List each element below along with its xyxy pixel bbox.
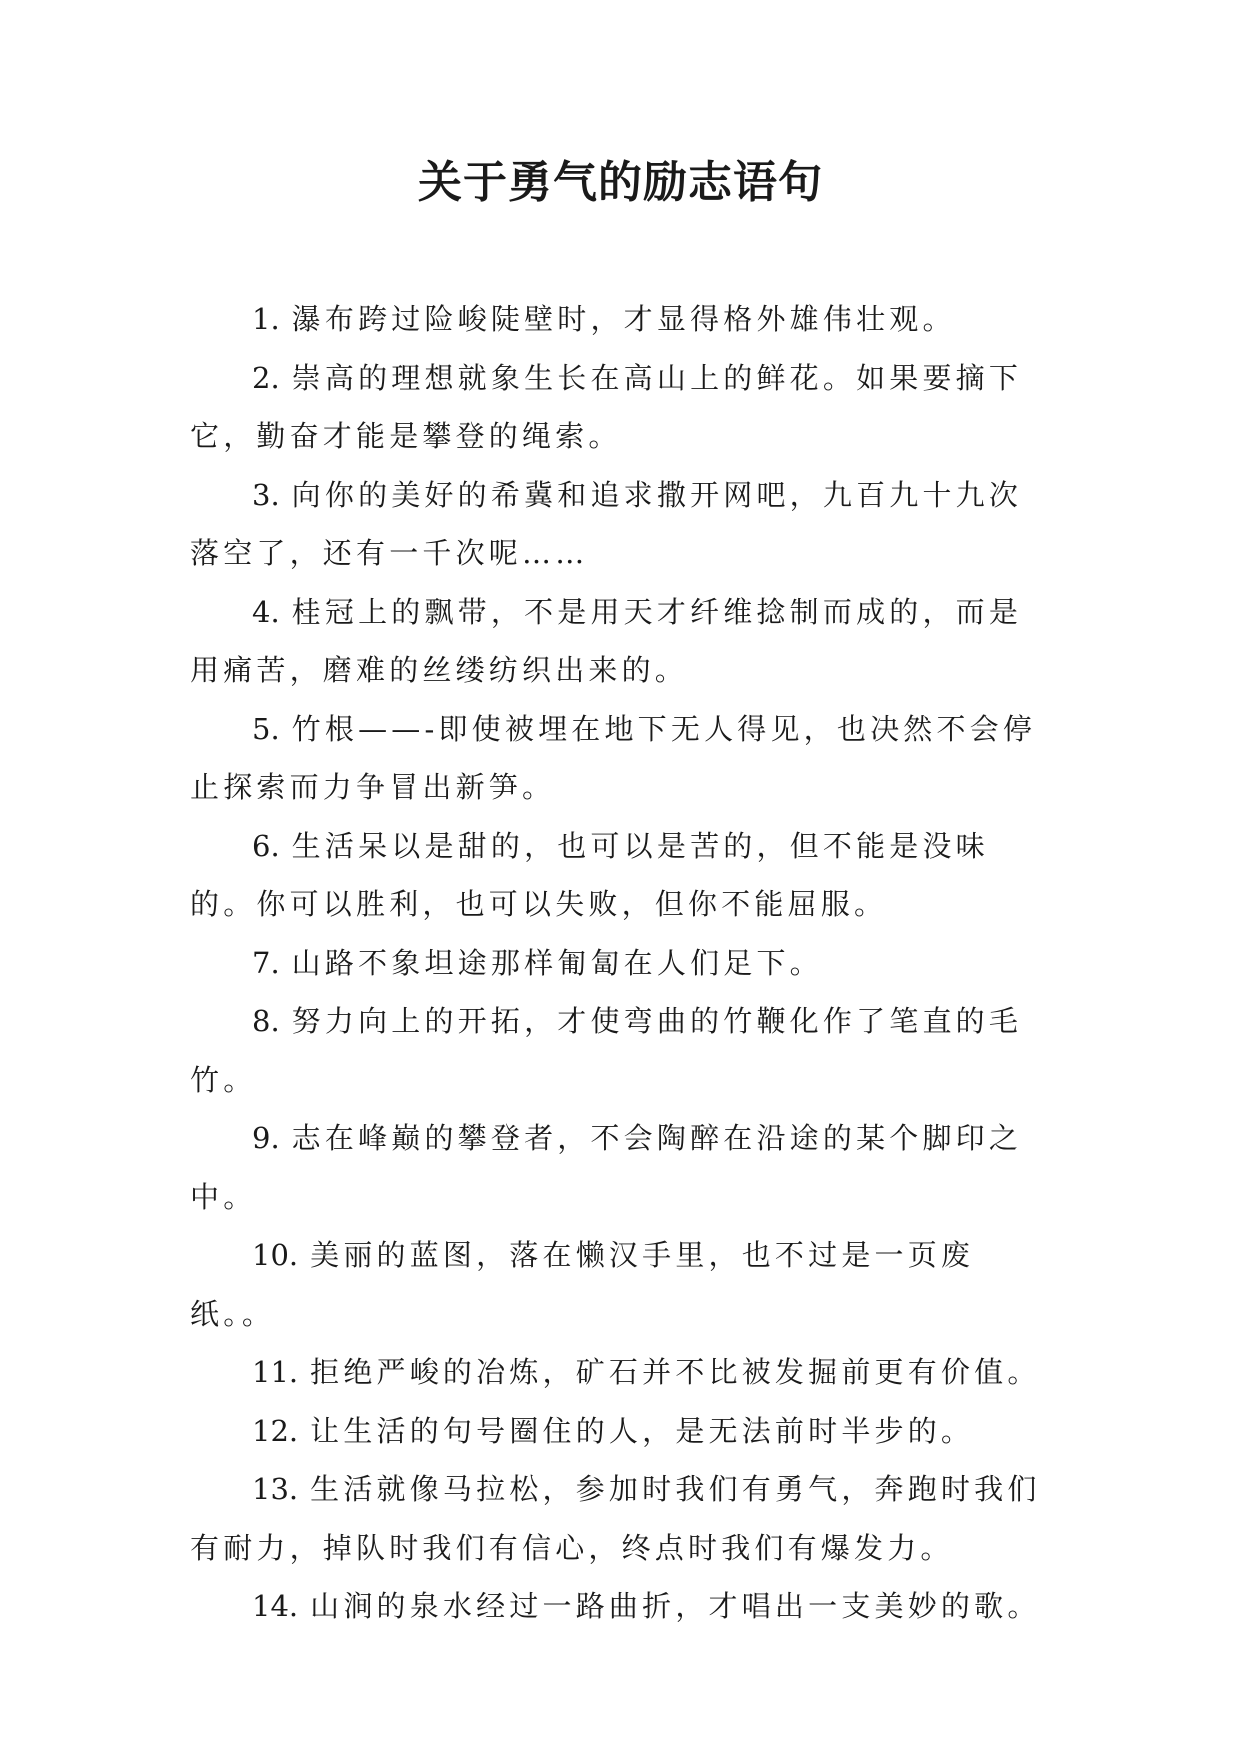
item-number: 10. bbox=[252, 1238, 299, 1272]
item-text: 桂冠上的飘带，不是用天才纤维捻制而成的，而是用痛苦，磨难的丝缕纺织出来的。 bbox=[190, 594, 1023, 687]
list-item bbox=[190, 349, 1050, 466]
list-item bbox=[190, 1577, 1050, 1636]
item-text: 生活呆以是甜的，也可以是苦的，但不能是没味的。你可以胜利，也可以失败，但你不能屈服。 bbox=[190, 828, 989, 921]
item-number: 1. bbox=[252, 302, 280, 336]
item-number: 5. bbox=[252, 711, 280, 746]
item-number: 13. bbox=[252, 1472, 299, 1506]
item-number: 7. bbox=[252, 945, 280, 980]
item-number: 14. bbox=[252, 1589, 299, 1623]
item-text: 志在峰巅的攀登者，不会陶醉在沿途的某个脚印之中。 bbox=[190, 1121, 1023, 1214]
list-item bbox=[190, 817, 1050, 934]
item-number: 9. bbox=[252, 1121, 280, 1155]
item-number: 8. bbox=[252, 1004, 280, 1038]
list-item bbox=[190, 583, 1050, 700]
item-number: 4. bbox=[252, 594, 280, 629]
document-title: 关于勇气的励志语句 bbox=[418, 157, 823, 208]
item-text: 美丽的蓝图，落在懒汉手里，也不过是一页废纸。。 bbox=[190, 1238, 975, 1331]
item-text: 让生活的句号圈住的人，是无法前时半步的。 bbox=[310, 1413, 975, 1448]
item-text: 生活就像马拉松，参加时我们有勇气，奔跑时我们有耐力，掉队时我们有信心，终点时我们有爆发力。 bbox=[190, 1472, 1041, 1565]
quote-list bbox=[190, 290, 1050, 1636]
item-text: 竹根——-即使被埋在地下无人得见，也决然不会停止探索而力争冒出新笋。 bbox=[190, 711, 1037, 804]
item-number: 3. bbox=[252, 477, 280, 512]
list-item bbox=[190, 1109, 1050, 1226]
list-item bbox=[190, 1226, 1050, 1343]
list-item bbox=[190, 1460, 1050, 1577]
item-text: 拒绝严峻的冶炼，矿石并不比被发掘前更有价值。 bbox=[310, 1355, 1041, 1389]
list-item bbox=[190, 466, 1050, 583]
list-item bbox=[190, 992, 1050, 1109]
item-text: 崇高的理想就象生长在高山上的鲜花。如果要摘下它，勤奋才能是攀登的绳索。 bbox=[190, 360, 1023, 453]
item-number: 6. bbox=[252, 828, 280, 863]
item-text: 努力向上的开拓，才使弯曲的竹鞭化作了笔直的毛竹。 bbox=[190, 1004, 1023, 1097]
list-item bbox=[190, 700, 1050, 817]
item-number: 12. bbox=[252, 1413, 299, 1448]
list-item bbox=[190, 1343, 1050, 1402]
item-text: 向你的美好的希冀和追求撒开网吧，九百九十九次落空了，还有一千次呢…… bbox=[190, 477, 1023, 570]
item-number: 11. bbox=[252, 1355, 299, 1389]
list-item bbox=[190, 1402, 1050, 1461]
list-item bbox=[190, 934, 1050, 993]
item-number: 2. bbox=[252, 360, 280, 395]
item-text: 山路不象坦途那样匍匐在人们足下。 bbox=[291, 945, 823, 980]
item-text: 瀑布跨过险峻陡壁时，才显得格外雄伟壮观。 bbox=[291, 302, 956, 336]
list-item bbox=[190, 290, 1050, 349]
item-text: 山涧的泉水经过一路曲折，才唱出一支美妙的歌。 bbox=[310, 1589, 1041, 1623]
